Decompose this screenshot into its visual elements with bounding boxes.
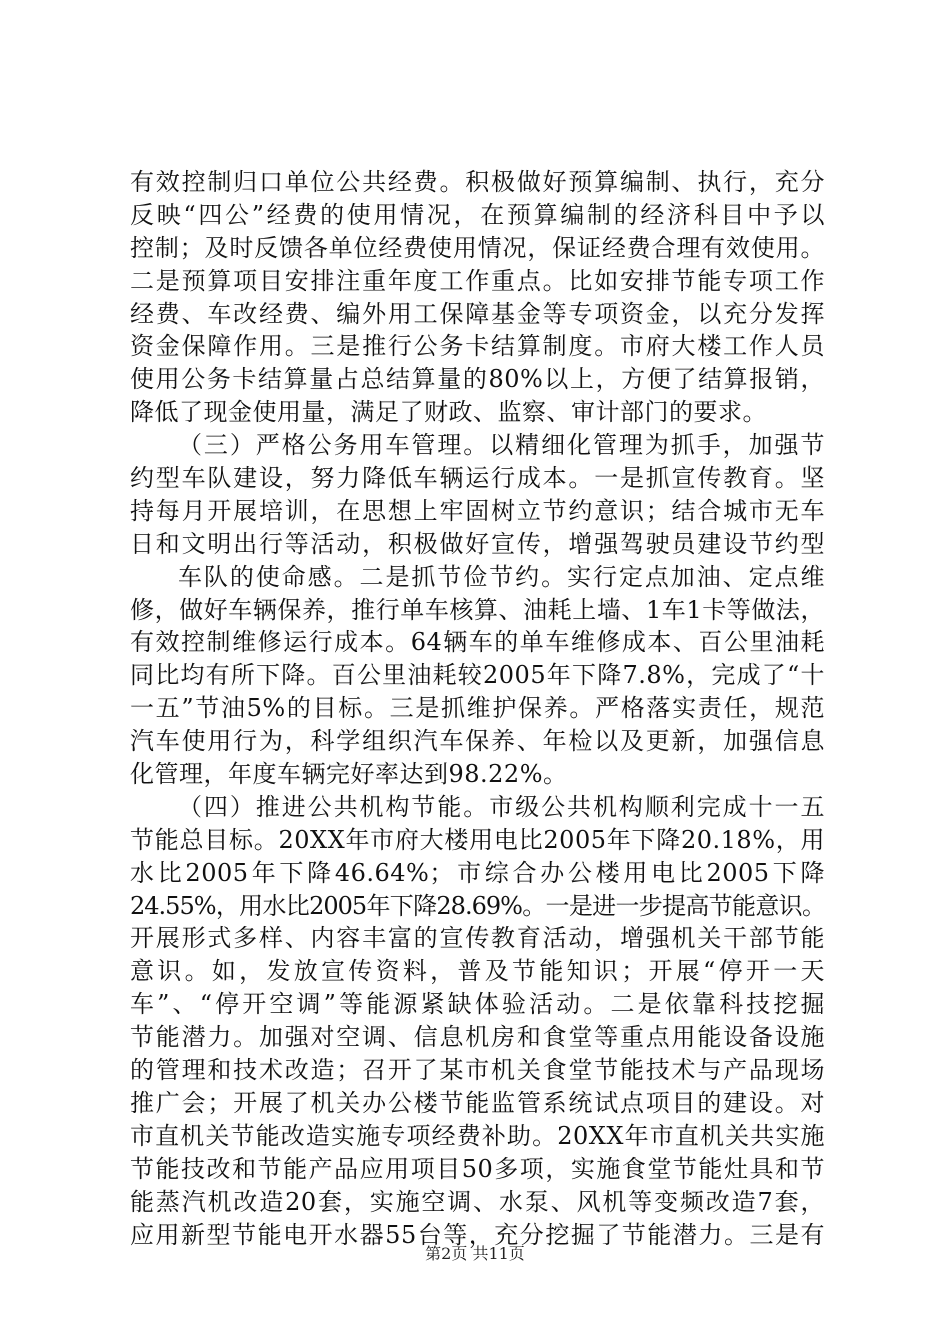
text-line: 一五”节油5%的目标。三是抓维护保养。严格落实责任，规范 xyxy=(130,694,825,723)
text-line: 修，做好车辆保养，推行单车核算、油耗上墙、1车1卡等做法， xyxy=(130,595,825,624)
text-line: 开展形式多样、内容丰富的宣传教育活动，增强机关干部节能 xyxy=(130,924,825,953)
text-line: 节能总目标。20XX年市府大楼用电比2005年下降20.18%，用 xyxy=(130,825,825,854)
text-line: 有效控制归口单位公共经费。积极做好预算编制、执行，充分 xyxy=(130,168,825,196)
text-line: 同比均有所下降。百公里油耗较2005年下降7.8%，完成了“十 xyxy=(130,661,825,690)
text-line: 节能潜力。加强对空调、信息机房和食堂等重点用能设备设施 xyxy=(130,1023,825,1052)
text-line: 的管理和技术改造；召开了某市机关食堂节能技术与产品现场 xyxy=(130,1056,825,1085)
page-footer xyxy=(0,1244,950,1264)
text-line: 车队的使命感。二是抓节俭节约。实行定点加油、定点维 xyxy=(178,562,825,591)
text-line: 经费、车改经费、编外用工保障基金等专项资金，以充分发挥 xyxy=(130,299,825,328)
text-line: 意识。如，发放宣传资料，普及节能知识；开展“停开一天 xyxy=(130,957,825,986)
text-line: 降低了现金使用量，满足了财政、监察、审计部门的要求。 xyxy=(130,398,767,427)
text-line: 二是预算项目安排注重年度工作重点。比如安排节能专项工作 xyxy=(130,266,825,295)
text-line: 市直机关节能改造实施专项经费补助。20XX年市直机关共实施 xyxy=(130,1121,825,1150)
text-line: 推广会；开展了机关办公楼节能监管系统试点项目的建设。对 xyxy=(130,1088,825,1117)
text-line: 约型车队建设，努力降低车辆运行成本。一是抓宣传教育。坚 xyxy=(130,464,825,493)
text-line: 持每月开展培训，在思想上牢固树立节约意识；结合城市无车 xyxy=(130,496,825,525)
text-line: 控制；及时反馈各单位经费使用情况，保证经费合理有效使用。 xyxy=(130,233,825,262)
text-line: （四）推进公共机构节能。市级公共机构顺利完成十一五 xyxy=(178,792,825,821)
text-line: 反映“四公”经费的使用情况，在预算编制的经济科目中予以 xyxy=(130,200,825,229)
text-line: 日和文明出行等活动，积极做好宣传，增强驾驶员建设节约型 xyxy=(130,529,825,558)
page-number: 第2页 共11页 xyxy=(425,1244,525,1263)
text-line: 使用公务卡结算量占总结算量的80%以上，方便了结算报销， xyxy=(130,365,825,394)
text-line: 应用新型节能电开水器55台等，充分挖掘了节能潜力。三是有 xyxy=(130,1220,825,1249)
text-line: 节能技改和节能产品应用项目50多项，实施食堂节能灶具和节 xyxy=(130,1154,825,1183)
text-line: 汽车使用行为，科学组织汽车保养、年检以及更新，加强信息 xyxy=(130,727,825,756)
text-line: 资金保障作用。三是推行公务卡结算制度。市府大楼工作人员 xyxy=(130,332,825,361)
text-line: 水比2005年下降46.64%；市综合办公楼用电比2005下降 xyxy=(130,858,825,887)
text-line: 有效控制维修运行成本。64辆车的单车维修成本、百公里油耗 xyxy=(130,628,825,657)
text-line: 24.55%，用水比2005年下降28.69%。一是进一步提高节能意识。 xyxy=(130,891,825,920)
body-text xyxy=(130,166,825,1251)
text-line: （三）严格公务用车管理。以精细化管理为抓手，加强节 xyxy=(178,431,825,460)
text-line: 化管理，年度车辆完好率达到98.22%。 xyxy=(130,760,568,789)
text-line: 车”、“停开空调”等能源紧缺体验活动。二是依靠科技挖掘 xyxy=(130,990,825,1019)
text-line: 能蒸汽机改造20套，实施空调、水泵、风机等变频改造7套， xyxy=(130,1187,825,1216)
